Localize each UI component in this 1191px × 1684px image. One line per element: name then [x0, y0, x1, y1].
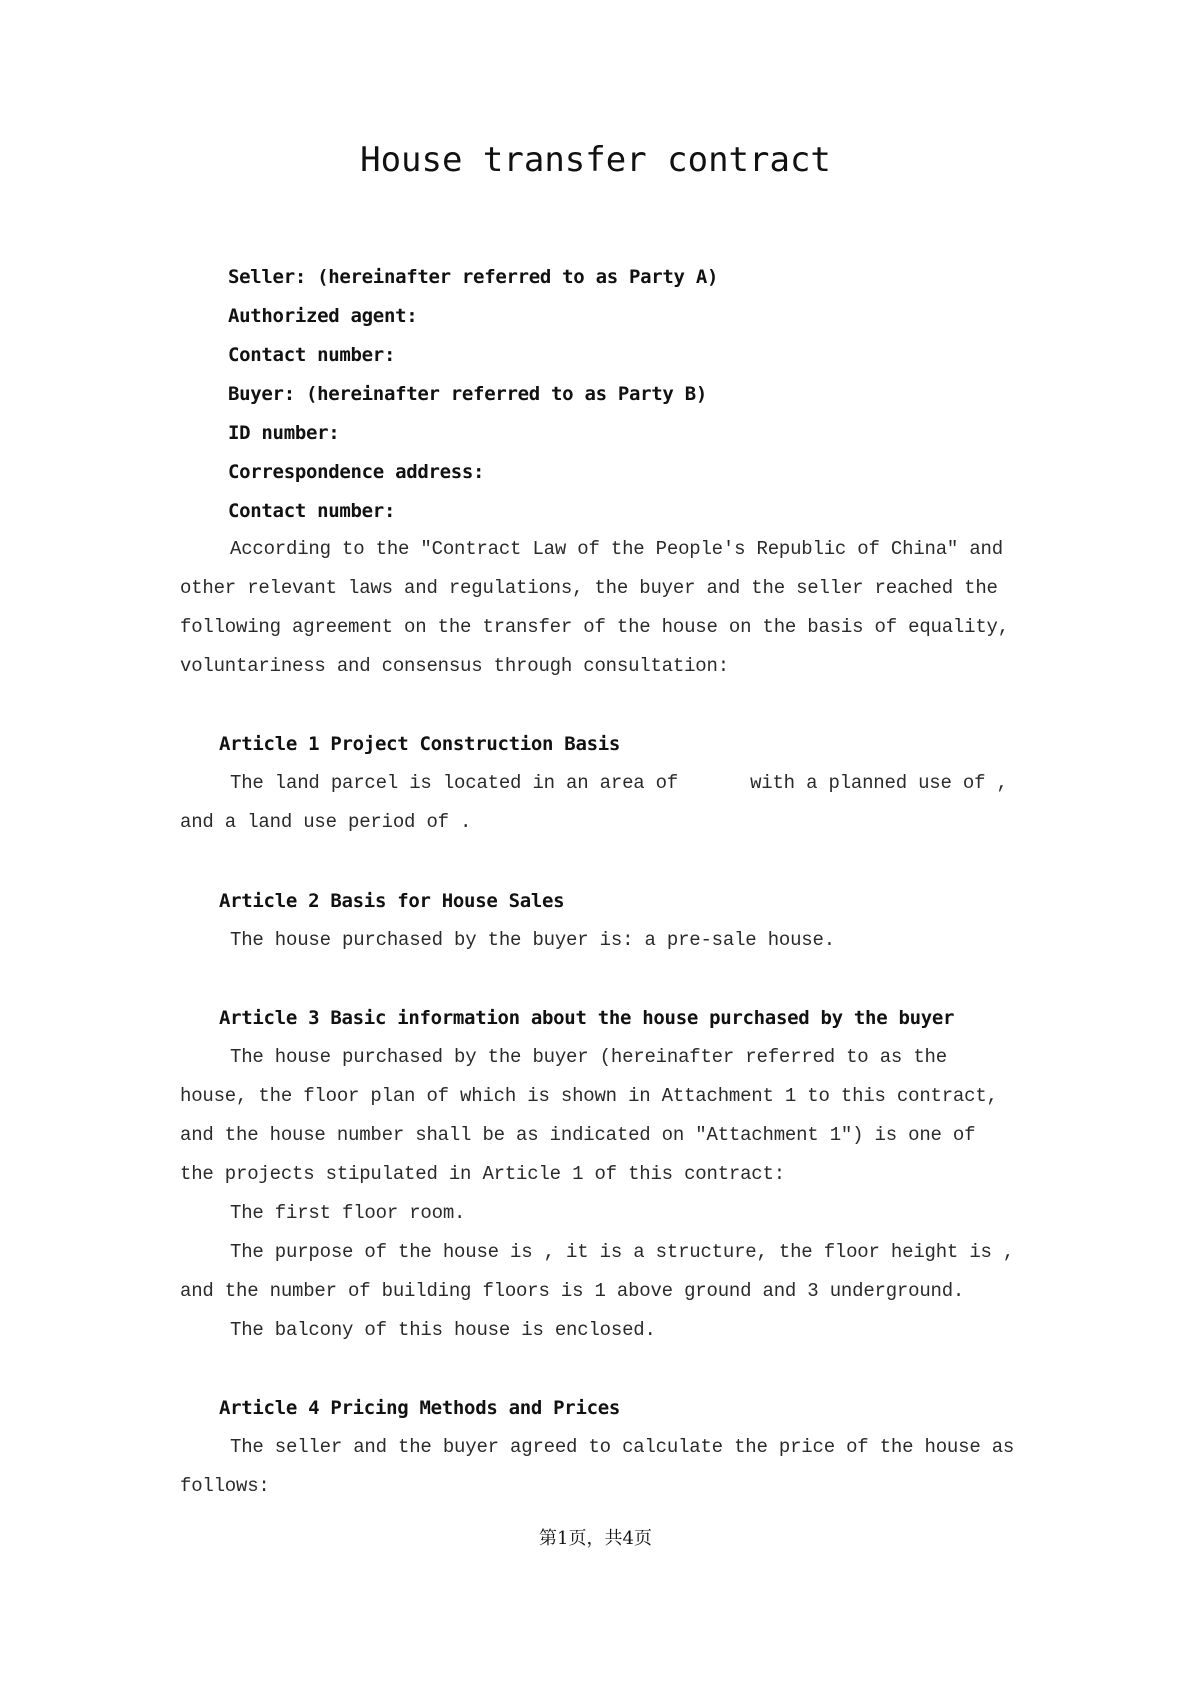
seller-line: Seller: (hereinafter referred to as Party A) — [228, 266, 719, 288]
article-1-text-part1: The land parcel is located in an area of — [230, 772, 679, 794]
article-1-paragraph — [180, 764, 1020, 842]
article-1-heading: Article 1 Project Construction Basis — [219, 733, 621, 755]
document-title: House transfer contract — [360, 140, 831, 180]
article-3-paragraph-3: The purpose of the house is , it is a structure, the floor height is , and the number of building floors is 1 above ground and 3 underground. — [180, 1241, 1015, 1302]
article-1-text-part2: with a planned use of , and a land use period of . — [180, 772, 1008, 833]
article-3-paragraph-2: The first floor room. — [230, 1202, 466, 1224]
authorized-agent-line: Authorized agent: — [228, 305, 418, 327]
article-2-paragraph: The house purchased by the buyer is: a pre-sale house. — [230, 929, 835, 951]
id-number-line: ID number: — [228, 422, 340, 444]
article-4-paragraph: The seller and the buyer agreed to calculate the price of the house as follows: — [180, 1436, 1015, 1497]
buyer-line: Buyer: (hereinafter referred to as Party B) — [228, 383, 707, 405]
buyer-contact-number-line: Contact number: — [228, 500, 396, 522]
article-4-heading: Article 4 Pricing Methods and Prices — [219, 1397, 621, 1419]
page-number-footer: 第1页，共4页 — [539, 1528, 652, 1549]
seller-contact-number-line: Contact number: — [228, 344, 396, 366]
article-3-paragraph-1: The house purchased by the buyer (hereinafter referred to as the house, the floor plan of which is shown in Attachment 1 to this contract, and the house number shall be as indicated on "Attachment 1") is one of the projects stipulated in Article 1 of this contract: — [180, 1046, 998, 1185]
correspondence-address-line: Correspondence address: — [228, 461, 485, 483]
article-2-heading: Article 2 Basis for House Sales — [219, 890, 565, 912]
party-info-block — [228, 258, 718, 531]
article-3-heading: Article 3 Basic information about the house purchased by the buyer — [219, 1007, 955, 1029]
article-3-paragraph-4: The balcony of this house is enclosed. — [230, 1319, 656, 1341]
preamble-paragraph: According to the "Contract Law of the People's Republic of China" and other relevant laws and regulations, the buyer and the seller reached the following agreement on the transfer of the house on the basis of equality, voluntariness and consensus through consultation: — [180, 538, 1009, 677]
